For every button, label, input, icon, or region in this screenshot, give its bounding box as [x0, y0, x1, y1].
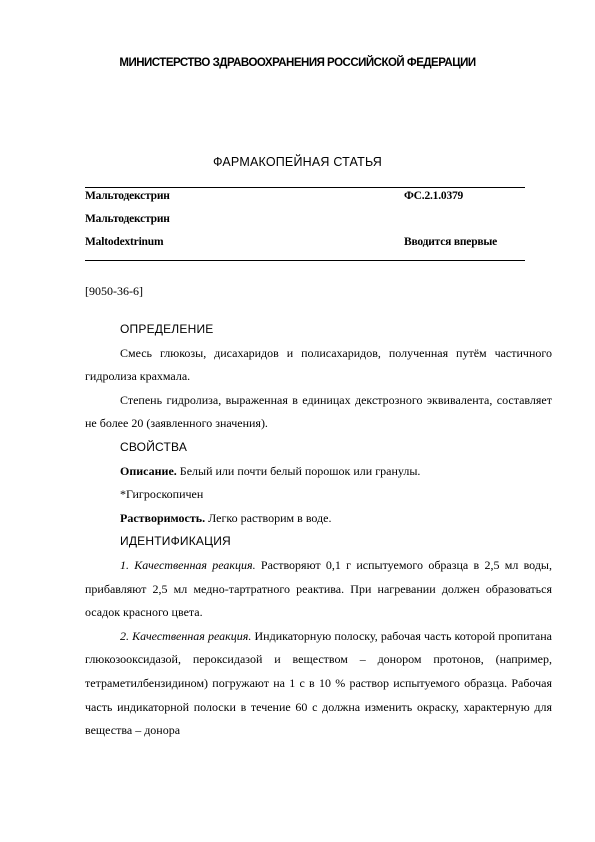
name-russian: Мальтодекстрин — [85, 190, 170, 202]
hydrolysis-paragraph: Степень гидролиза, выраженная в единицах декстрозного эквивалента, составляет не более 20 (заявленного значения). — [85, 392, 552, 431]
section-heading-properties: СВОЙСТВА — [120, 439, 188, 454]
description-text: Белый или почти белый порошок или гранулы. — [176, 463, 421, 478]
solubility-text: Легко растворим в воде. — [205, 510, 332, 525]
name-latin: Maltodextrinum — [85, 236, 164, 248]
ministry-heading: МИНИСТЕРСТВО ЗДРАВООХРАНЕНИЯ РОССИЙСКОЙ ФЕДЕРАЦИИ — [119, 57, 476, 69]
hygroscopic-paragraph: *Гигроскопичен — [120, 487, 204, 502]
definition-paragraph: Смесь глюкозы, дисахаридов и полисахаридов, полученная путём частичного гидролиза крахмала. — [85, 345, 552, 384]
name-russian-inn: Мальтодекстрин — [85, 213, 170, 225]
section-heading-definition: ОПРЕДЕЛЕНИЕ — [120, 322, 214, 336]
description-label: Описание. — [120, 463, 177, 478]
test-1-label: 1. Качественная реакция. — [120, 557, 256, 572]
document-title: ФАРМАКОПЕЙНАЯ СТАТЬЯ — [212, 155, 383, 169]
header-top-rule — [85, 187, 525, 188]
solubility-label: Растворимость. — [120, 510, 206, 525]
section-heading-identification: ИДЕНТИФИКАЦИЯ — [120, 534, 231, 549]
cas-number: [9050-36-6] — [85, 284, 143, 298]
solubility-paragraph — [85, 507, 552, 531]
identification-test-2 — [85, 625, 552, 743]
header-bottom-rule — [85, 260, 525, 261]
article-body — [85, 318, 552, 743]
test-2-text: Индикаторную полоску, рабочая часть которой пропитана глюкозооксидазой, пероксидазой и веществом – донором протонов, (например, тетраметилбензидином) погружают на 1 с в 10 % раствор испытуемого образца. Рабочая часть индикаторной полоски в течение 60 с должна изменить окраску, характерную для вещества – донора — [85, 628, 552, 738]
article-code: ФС.2.1.0379 — [404, 190, 464, 202]
test-1-text: Растворяют 0,1 г испытуемого образца в 2,5 мл воды, прибавляют 2,5 мл медно-тартратного реактива. При нагревании должен образоваться осадок красного цвета. — [85, 557, 552, 620]
description-paragraph — [85, 460, 552, 484]
introduction-status: Вводится впервые — [404, 236, 498, 248]
test-2-label: 2. Качественная реакция. — [120, 628, 252, 643]
identification-test-1 — [85, 554, 552, 625]
